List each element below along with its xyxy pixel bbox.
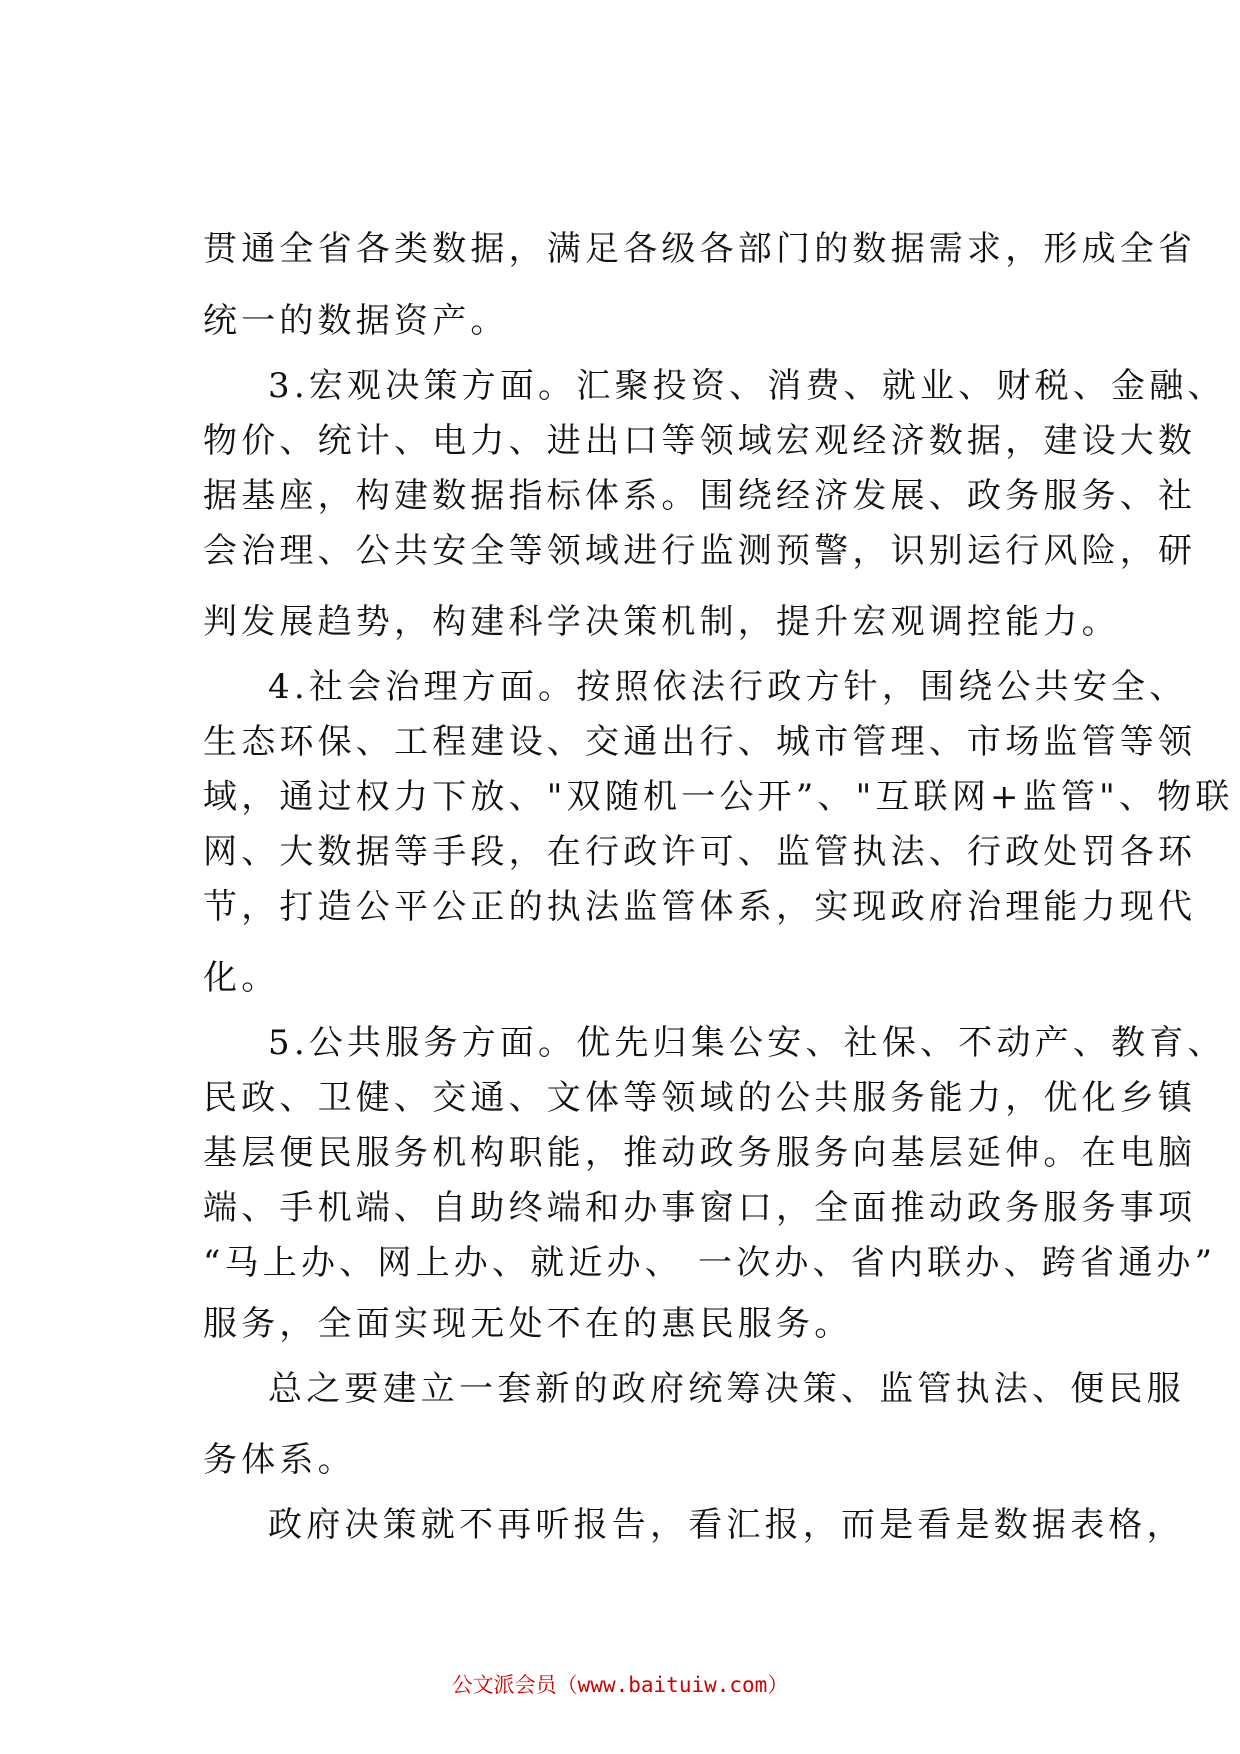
footer-watermark-text: 公文派会员（www.baituiw.com） bbox=[451, 1673, 789, 1697]
text-line: 域，通过权力下放、"双随机一公开”、"互联网+监管"、物联 bbox=[203, 777, 1234, 817]
text-line: 端、手机端、自助终端和办事窗口，全面推动政务服务事项 bbox=[203, 1188, 1197, 1228]
paragraph-3-start: 3.宏观决策方面。汇聚投资、消费、就业、财税、金融、 bbox=[268, 366, 1226, 406]
text-line: 会治理、公共安全等领域进行监测预警，识别运行风险，研 bbox=[203, 531, 1197, 571]
text-line: 服务，全面实现无处不在的惠民服务。 bbox=[203, 1304, 853, 1344]
text-line: 务体系。 bbox=[203, 1440, 356, 1480]
text-line: 判发展趋势，构建科学决策机制，提升宏观调控能力。 bbox=[203, 602, 1120, 642]
text-line: 节，打造公平公正的执法监管体系，实现政府治理能力现代 bbox=[203, 887, 1197, 927]
text-line: 统一的数据资产。 bbox=[203, 301, 509, 341]
text-line: 基层便民服务机构职能，推动政务服务向基层延伸。在电脑 bbox=[203, 1133, 1197, 1173]
text-line: 物价、统计、电力、进出口等领域宏观经济数据，建设大数 bbox=[203, 421, 1197, 461]
text-line: 据基座，构建数据指标体系。围绕经济发展、政务服务、社 bbox=[203, 476, 1197, 516]
text-line: 生态环保、工程建设、交通出行、城市管理、市场监管等领 bbox=[203, 722, 1197, 762]
text-line: 民政、卫健、交通、文体等领域的公共服务能力，优化乡镇 bbox=[203, 1078, 1197, 1118]
paragraph-5-start: 5.公共服务方面。优先归集公安、社保、不动产、教育、 bbox=[268, 1023, 1226, 1063]
summary-paragraph-start: 总之要建立一套新的政府统筹决策、监管执法、便民服 bbox=[268, 1369, 1185, 1409]
paragraph-4-start: 4.社会治理方面。按照依法行政方针，围绕公共安全、 bbox=[268, 667, 1188, 707]
text-line: 贯通全省各类数据，满足各级各部门的数据需求，形成全省 bbox=[203, 229, 1197, 269]
final-paragraph-start: 政府决策就不再听报告，看汇报，而是看是数据表格， bbox=[268, 1505, 1185, 1545]
text-line: “马上办、网上办、就近办、 一次办、省内联办、跨省通办” bbox=[203, 1243, 1217, 1283]
text-line: 网、大数据等手段，在行政许可、监管执法、行政处罚各环 bbox=[203, 832, 1197, 872]
text-line: 化。 bbox=[203, 958, 280, 998]
